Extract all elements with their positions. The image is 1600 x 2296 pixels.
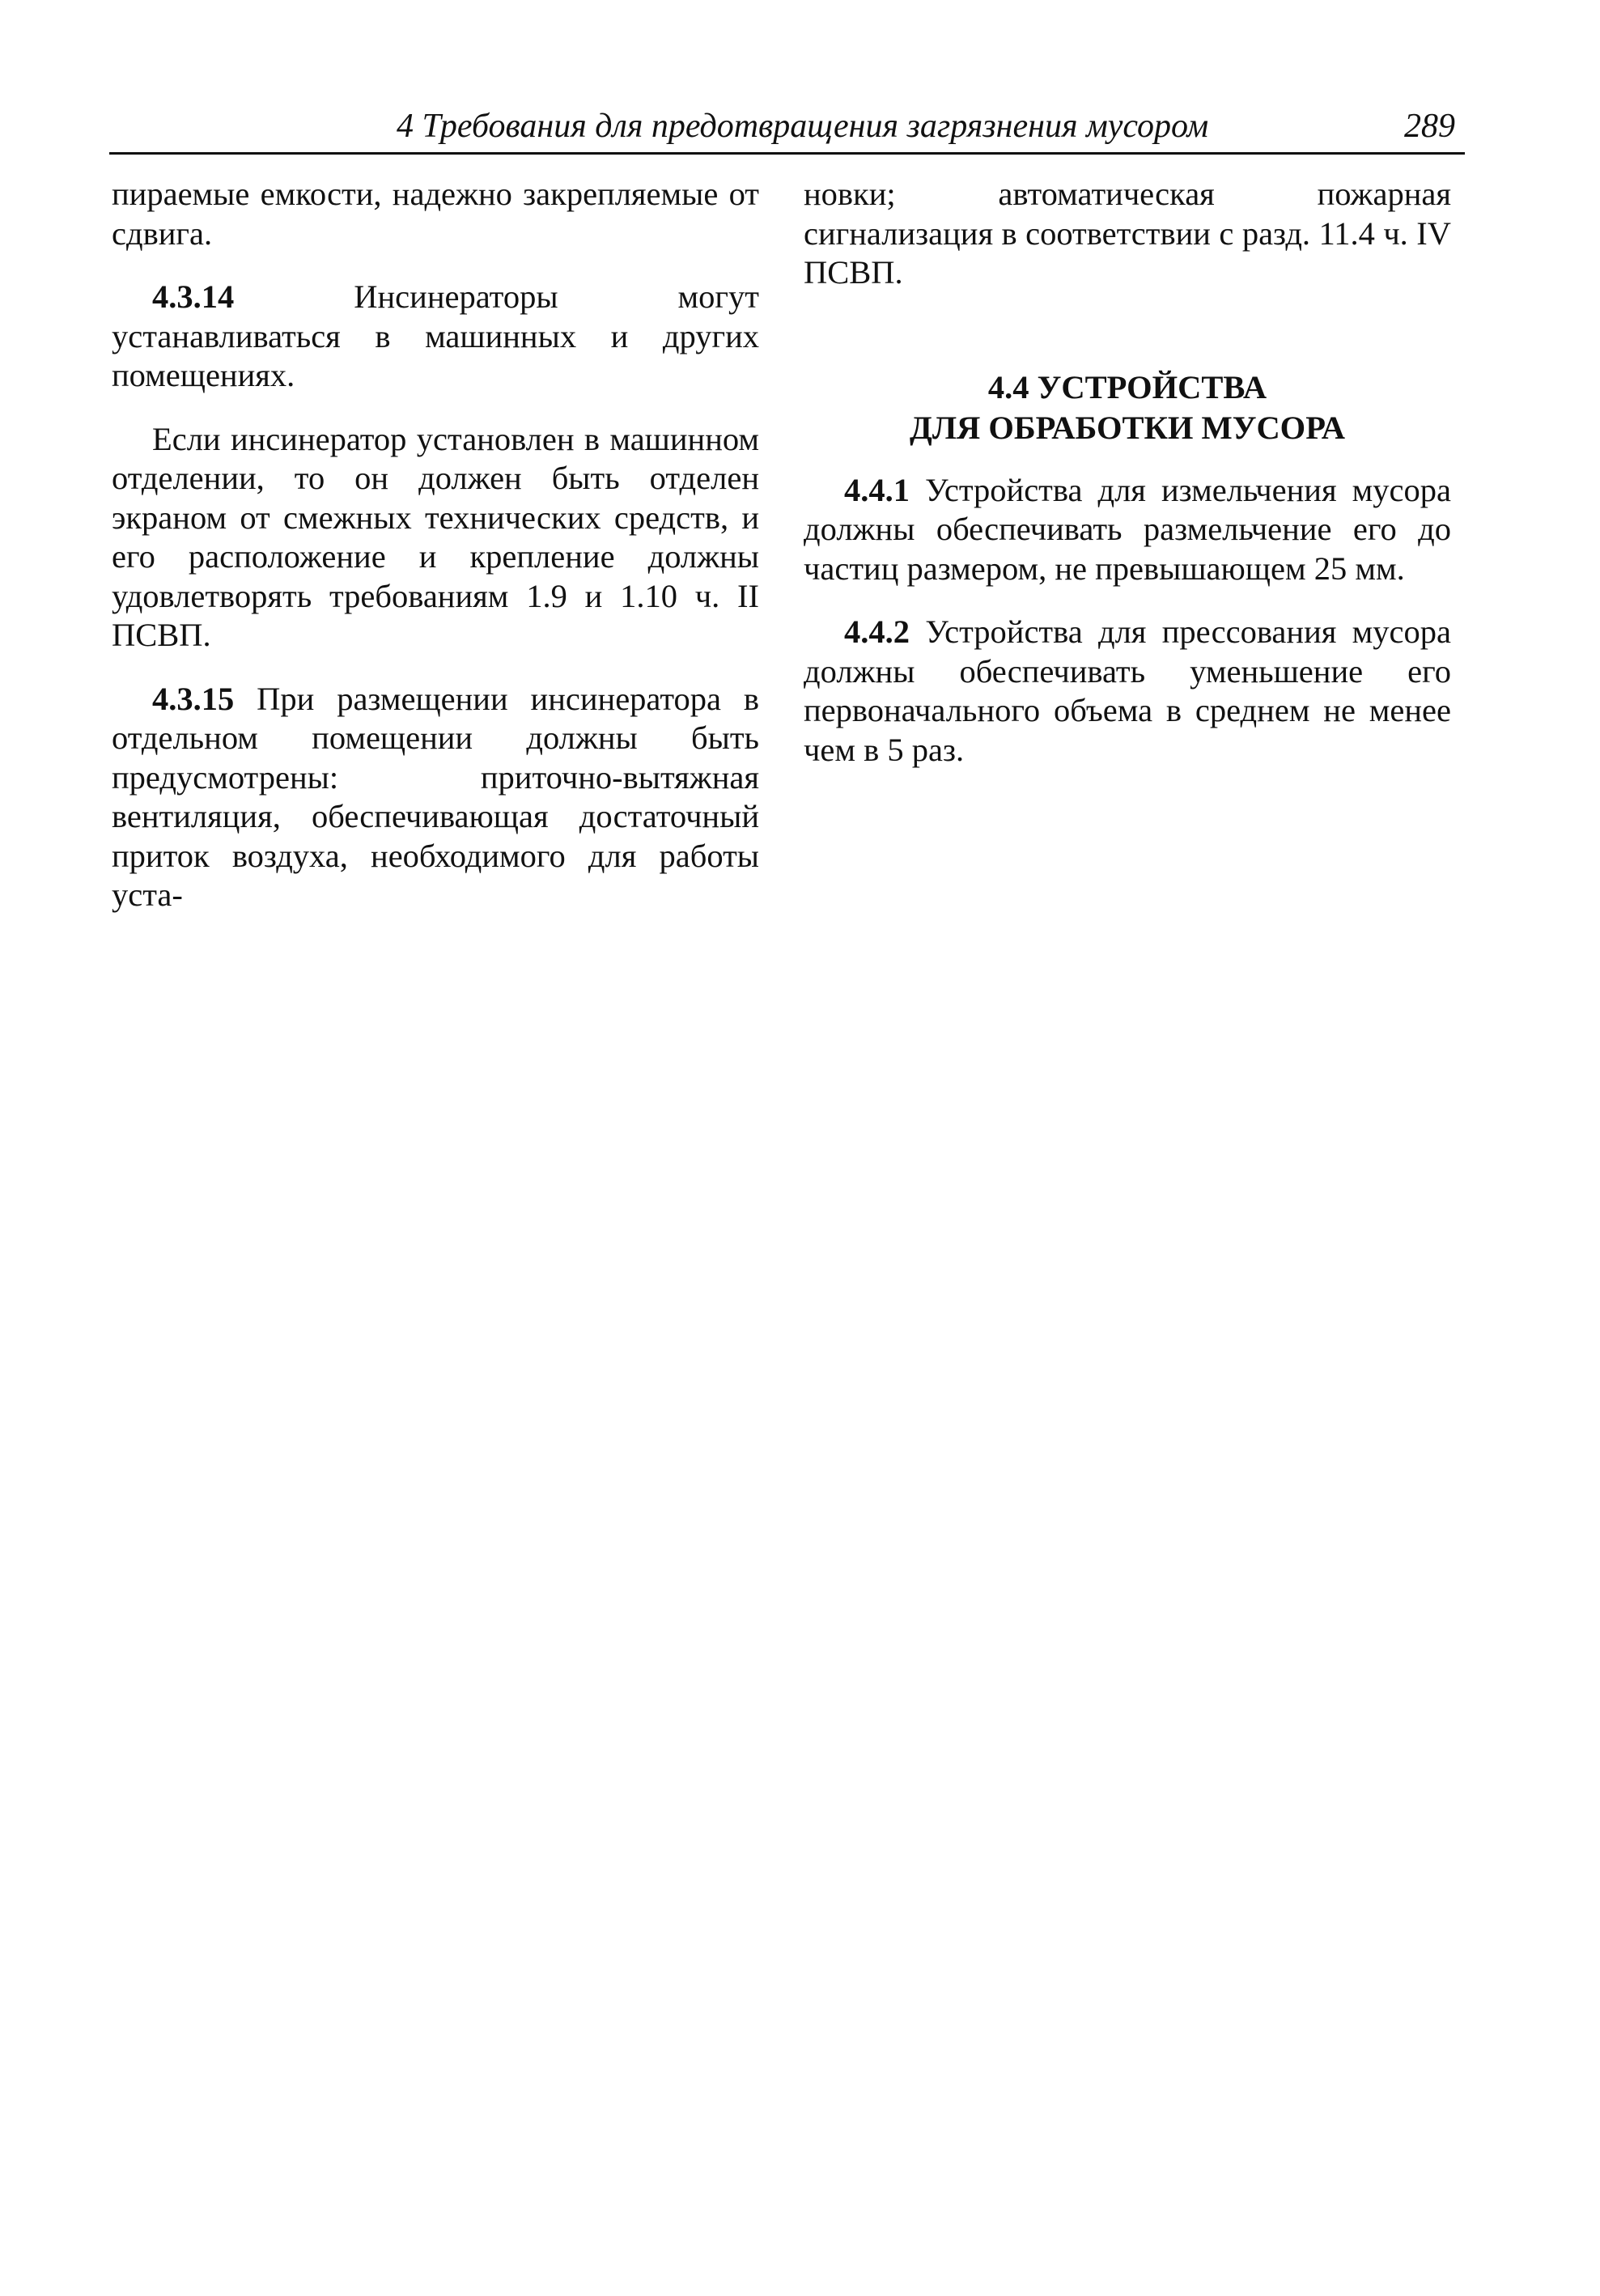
paragraph-text: Если инсинератор установлен в машинном отделении, то он должен быть отделен экраном от смежных технических средств, и его расположение и крепление должны удовлетворять требованиям 1.9 и 1.10 ч. II ПСВП. [112, 420, 759, 653]
paragraph-continuation [112, 175, 759, 253]
right-column [804, 175, 1451, 794]
clause-4-4-1 [804, 471, 1451, 589]
clause-number: 4.3.15 [152, 680, 235, 717]
running-title: 4 Требования для предотвращения загрязнения мусором [397, 108, 1209, 145]
clause-text: При размещении инсинератора в отдельном помещении должны быть предусмотрены: приточно-вытяжная вентиляция, обеспечивающая достаточный приток воздуха, необходимого для работы уста- [112, 680, 759, 913]
page-number: 289 [1404, 108, 1455, 145]
clause-number: 4.4.1 [844, 471, 910, 508]
running-header [109, 104, 1465, 155]
clause-text: Устройства для прессования мусора должны обеспечивать уменьшение его первоначального объема в среднем не менее чем в 5 раз. [804, 613, 1451, 768]
paragraph-continuation [804, 175, 1451, 293]
clause-text: Инсинераторы могут устанавливаться в машинных и других помещениях. [112, 278, 759, 393]
section-heading-4-4 [804, 367, 1451, 448]
clause-4-4-2 [804, 613, 1451, 770]
section-heading-line: 4.4 УСТРОЙСТВА [987, 368, 1267, 405]
section-heading-line: ДЛЯ ОБРАБОТКИ МУСОРА [909, 409, 1345, 446]
paragraph-text: новки; автоматическая пожарная сигнализация в соответствии с разд. 11.4 ч. IV ПСВП. [804, 176, 1451, 291]
clause-4-3-14 [112, 278, 759, 396]
clause-number: 4.4.2 [844, 613, 910, 650]
clause-number: 4.3.14 [152, 278, 235, 315]
clause-text: Устройства для измельчения мусора должны обеспечивать размельчение его до частиц размером, не превышающем 25 мм. [804, 471, 1451, 587]
paragraph-incinerator-engine-room [112, 420, 759, 656]
left-column [112, 175, 759, 940]
clause-4-3-15 [112, 680, 759, 915]
paragraph-text: пираемые емкости, надежно закрепляемые от сдвига. [112, 176, 759, 252]
